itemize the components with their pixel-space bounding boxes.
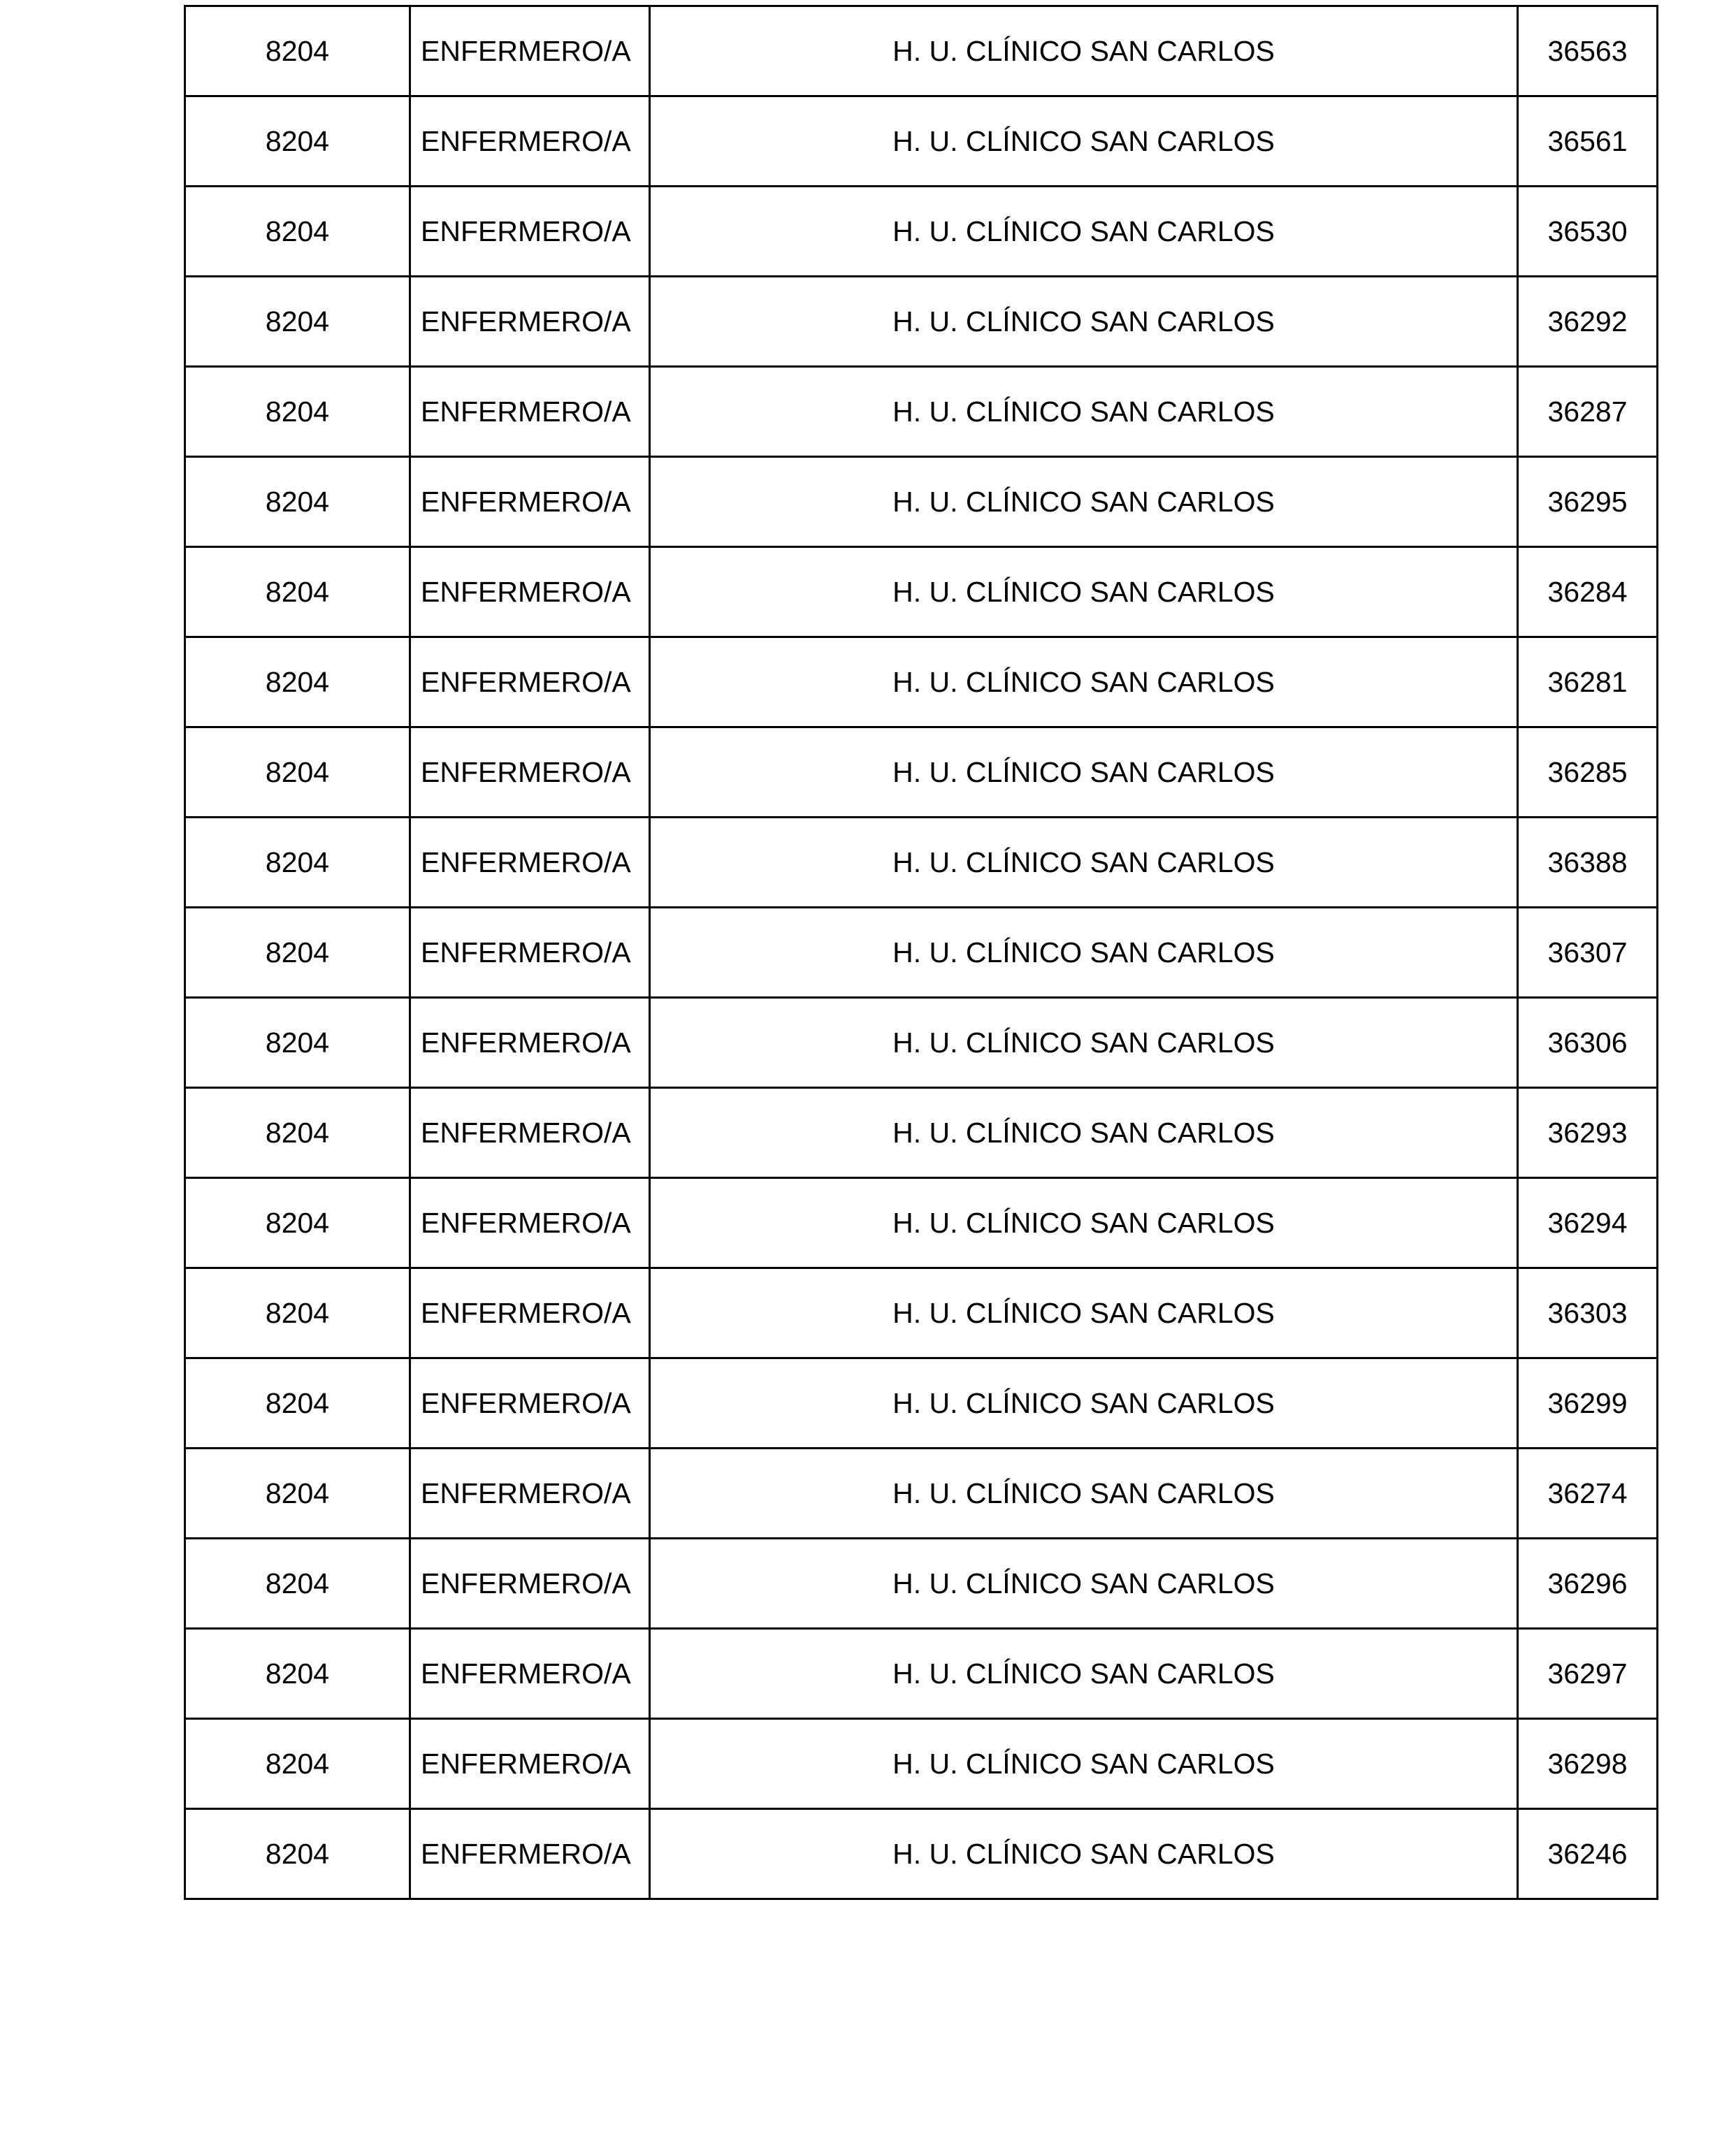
cell-code: 8204 <box>185 637 410 727</box>
cell-category: ENFERMERO/A <box>410 1268 650 1358</box>
table-row <box>185 818 1658 908</box>
table-row <box>185 1539 1658 1629</box>
cell-number: 36307 <box>1518 908 1658 998</box>
cell-number: 36297 <box>1518 1629 1658 1719</box>
cell-number: 36246 <box>1518 1809 1658 1899</box>
cell-category: ENFERMERO/A <box>410 1358 650 1449</box>
cell-center: H. U. CLÍNICO SAN CARLOS <box>650 818 1518 908</box>
cell-number: 36293 <box>1518 1088 1658 1178</box>
table-row <box>185 727 1658 818</box>
cell-number: 36298 <box>1518 1719 1658 1809</box>
table-row <box>185 6 1658 96</box>
table-row <box>185 1449 1658 1539</box>
cell-category: ENFERMERO/A <box>410 6 650 96</box>
cell-center: H. U. CLÍNICO SAN CARLOS <box>650 457 1518 547</box>
cell-category: ENFERMERO/A <box>410 277 650 367</box>
cell-number: 36530 <box>1518 187 1658 277</box>
cell-center: H. U. CLÍNICO SAN CARLOS <box>650 908 1518 998</box>
cell-center: H. U. CLÍNICO SAN CARLOS <box>650 998 1518 1088</box>
cell-code: 8204 <box>185 367 410 457</box>
table-row <box>185 187 1658 277</box>
cell-number: 36284 <box>1518 547 1658 637</box>
cell-number: 36292 <box>1518 277 1658 367</box>
cell-category: ENFERMERO/A <box>410 998 650 1088</box>
cell-number: 36388 <box>1518 818 1658 908</box>
cell-code: 8204 <box>185 457 410 547</box>
cell-center: H. U. CLÍNICO SAN CARLOS <box>650 367 1518 457</box>
cell-category: ENFERMERO/A <box>410 818 650 908</box>
cell-category: ENFERMERO/A <box>410 1449 650 1539</box>
table-row <box>185 1178 1658 1268</box>
cell-center: H. U. CLÍNICO SAN CARLOS <box>650 1088 1518 1178</box>
cell-code: 8204 <box>185 908 410 998</box>
table-row <box>185 1809 1658 1899</box>
cell-code: 8204 <box>185 1809 410 1899</box>
cell-code: 8204 <box>185 1358 410 1449</box>
table-row <box>185 547 1658 637</box>
cell-category: ENFERMERO/A <box>410 908 650 998</box>
cell-code: 8204 <box>185 1268 410 1358</box>
cell-code: 8204 <box>185 998 410 1088</box>
table-row <box>185 457 1658 547</box>
cell-code: 8204 <box>185 818 410 908</box>
cell-center: H. U. CLÍNICO SAN CARLOS <box>650 96 1518 187</box>
cell-code: 8204 <box>185 1449 410 1539</box>
cell-category: ENFERMERO/A <box>410 1539 650 1629</box>
cell-code: 8204 <box>185 1539 410 1629</box>
cell-center: H. U. CLÍNICO SAN CARLOS <box>650 1178 1518 1268</box>
cell-category: ENFERMERO/A <box>410 1178 650 1268</box>
cell-number: 36563 <box>1518 6 1658 96</box>
cell-number: 36303 <box>1518 1268 1658 1358</box>
cell-center: H. U. CLÍNICO SAN CARLOS <box>650 1719 1518 1809</box>
table-row <box>185 637 1658 727</box>
table-row <box>185 1358 1658 1449</box>
cell-center: H. U. CLÍNICO SAN CARLOS <box>650 187 1518 277</box>
cell-category: ENFERMERO/A <box>410 1809 650 1899</box>
cell-number: 36306 <box>1518 998 1658 1088</box>
table-row <box>185 908 1658 998</box>
cell-number: 36274 <box>1518 1449 1658 1539</box>
cell-number: 36295 <box>1518 457 1658 547</box>
cell-center: H. U. CLÍNICO SAN CARLOS <box>650 1268 1518 1358</box>
positions-table <box>184 5 1658 1900</box>
cell-center: H. U. CLÍNICO SAN CARLOS <box>650 1539 1518 1629</box>
cell-center: H. U. CLÍNICO SAN CARLOS <box>650 727 1518 818</box>
cell-category: ENFERMERO/A <box>410 1088 650 1178</box>
cell-center: H. U. CLÍNICO SAN CARLOS <box>650 6 1518 96</box>
table-row <box>185 277 1658 367</box>
cell-code: 8204 <box>185 1719 410 1809</box>
cell-number: 36285 <box>1518 727 1658 818</box>
cell-category: ENFERMERO/A <box>410 367 650 457</box>
cell-code: 8204 <box>185 96 410 187</box>
cell-code: 8204 <box>185 1088 410 1178</box>
cell-category: ENFERMERO/A <box>410 457 650 547</box>
cell-code: 8204 <box>185 187 410 277</box>
cell-category: ENFERMERO/A <box>410 96 650 187</box>
cell-code: 8204 <box>185 6 410 96</box>
table-row <box>185 1629 1658 1719</box>
cell-category: ENFERMERO/A <box>410 1719 650 1809</box>
cell-center: H. U. CLÍNICO SAN CARLOS <box>650 277 1518 367</box>
table-row <box>185 1268 1658 1358</box>
cell-number: 36561 <box>1518 96 1658 187</box>
cell-category: ENFERMERO/A <box>410 187 650 277</box>
cell-code: 8204 <box>185 277 410 367</box>
cell-number: 36294 <box>1518 1178 1658 1268</box>
cell-category: ENFERMERO/A <box>410 637 650 727</box>
cell-center: H. U. CLÍNICO SAN CARLOS <box>650 1358 1518 1449</box>
cell-center: H. U. CLÍNICO SAN CARLOS <box>650 637 1518 727</box>
cell-code: 8204 <box>185 547 410 637</box>
cell-number: 36299 <box>1518 1358 1658 1449</box>
table-row <box>185 367 1658 457</box>
cell-code: 8204 <box>185 1178 410 1268</box>
cell-category: ENFERMERO/A <box>410 547 650 637</box>
cell-code: 8204 <box>185 727 410 818</box>
cell-category: ENFERMERO/A <box>410 1629 650 1719</box>
cell-number: 36281 <box>1518 637 1658 727</box>
table-row <box>185 998 1658 1088</box>
cell-center: H. U. CLÍNICO SAN CARLOS <box>650 1449 1518 1539</box>
table-row <box>185 1719 1658 1809</box>
cell-center: H. U. CLÍNICO SAN CARLOS <box>650 547 1518 637</box>
table-row <box>185 96 1658 187</box>
cell-code: 8204 <box>185 1629 410 1719</box>
cell-center: H. U. CLÍNICO SAN CARLOS <box>650 1809 1518 1899</box>
cell-center: H. U. CLÍNICO SAN CARLOS <box>650 1629 1518 1719</box>
table-row <box>185 1088 1658 1178</box>
cell-number: 36296 <box>1518 1539 1658 1629</box>
table-body <box>185 6 1658 1899</box>
cell-number: 36287 <box>1518 367 1658 457</box>
cell-category: ENFERMERO/A <box>410 727 650 818</box>
